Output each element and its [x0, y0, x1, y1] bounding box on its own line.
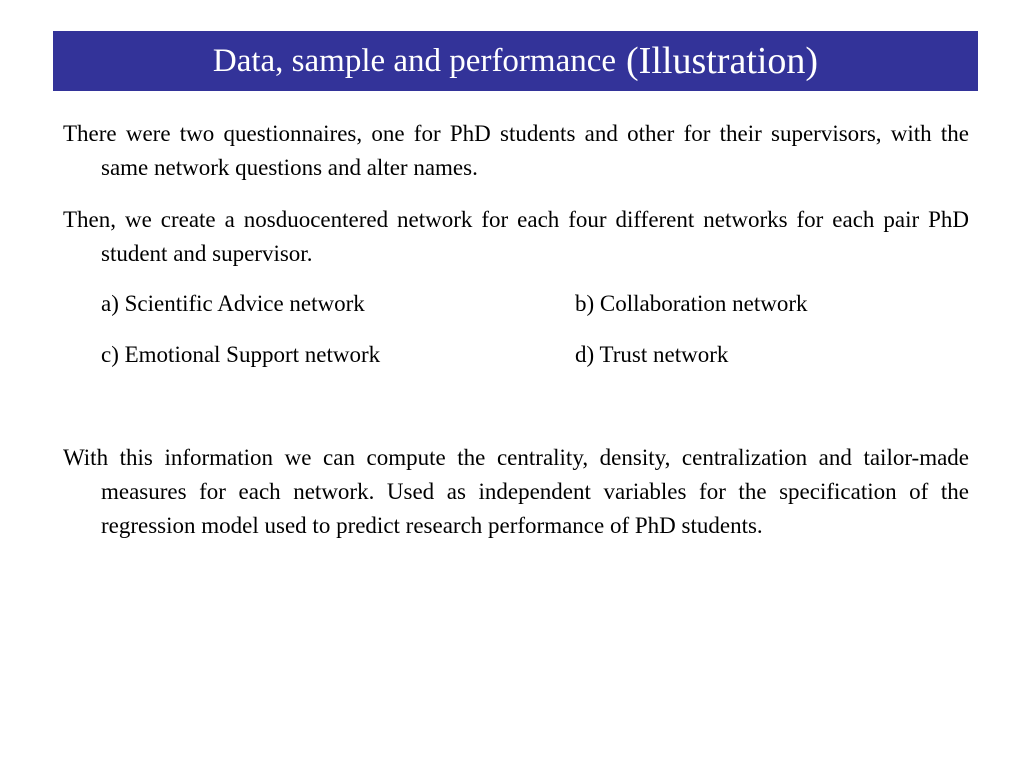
network-item-emotional-support: c) Emotional Support network — [101, 342, 381, 367]
slide-title: Data, sample and performance — [212, 42, 617, 79]
paragraph-networks-intro: Then, we create a nosduocentered network for each four different networks for each pair PhD student and supervisor. — [63, 207, 969, 266]
paragraph-questionnaires: There were two questionnaires, one for PhD students and other for their supervisors, with the same network questions and alter names. — [63, 121, 969, 180]
slide-title-qualifier: (Illustration) — [626, 40, 819, 82]
network-item-collaboration: b) Collaboration network — [575, 291, 808, 316]
paragraph-measures: With this information we can compute the centrality, density, centralization and tailor-made measures for each network. Used as independent variables for the specification of the regression model used to predict research performance of PhD students. — [63, 445, 969, 538]
slide-title-bar — [53, 31, 978, 91]
network-item-trust: d) Trust network — [575, 342, 729, 367]
network-item-scientific-advice: a) Scientific Advice network — [101, 291, 365, 316]
